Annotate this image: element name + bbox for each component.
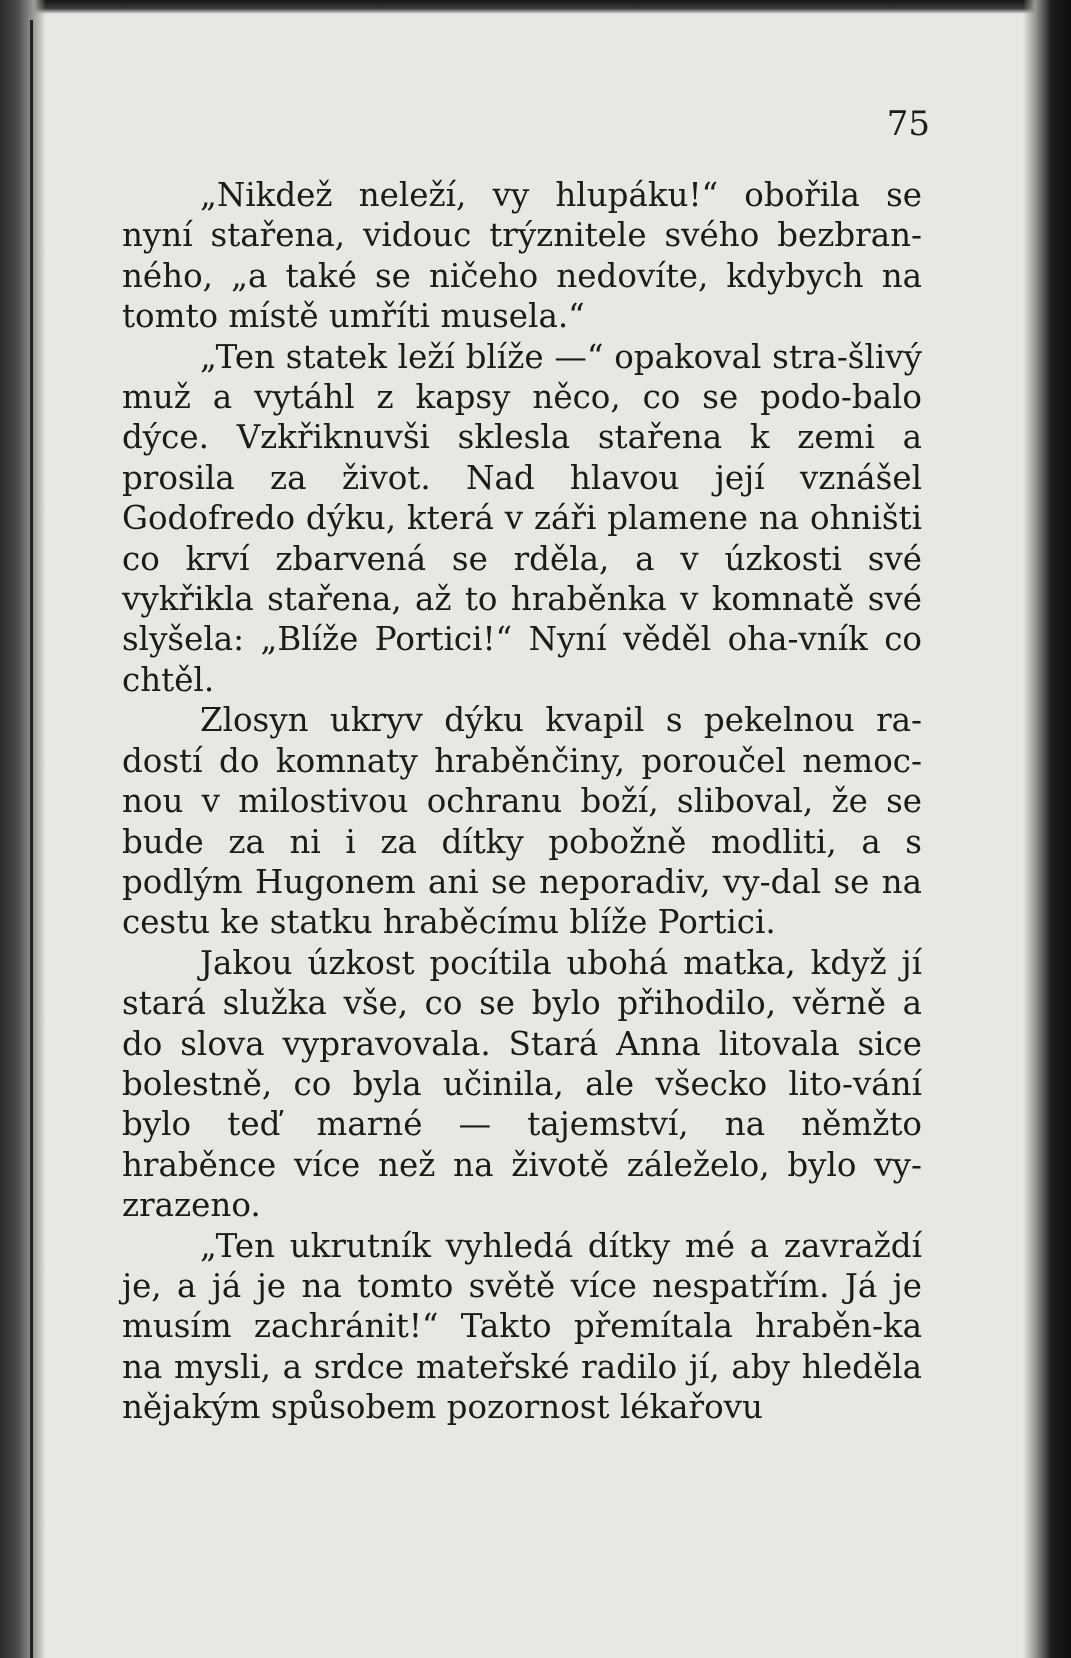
paragraph-3: Zlosyn ukryv dýku kvapil s pekelnou ra-dostí do komnaty hraběnčiny, poroučel nemoc-nou v milostivou ochranu boží, sliboval, že se bude za ni i za dítky pobožně modliti, a s podlým Hugonem ani se neporadiv, vy-dal se na cestu ke statku hraběcímu blíže Portici.: [122, 701, 922, 942]
page-number: 75: [886, 104, 930, 144]
scan-left-edge: [0, 0, 46, 1658]
paragraph-4: Jakou úzkost pocítila ubohá matka, když jí stará služka vše, co se bylo přihodilo, věrně a do slova vypravovala. Stará Anna litovala sice bolestně, co byla učinila, ale všecko lito-vání bylo teď marné — tajemství, na němžto hraběnce více než na životě záleželo, bylo vy-zrazeno.: [122, 943, 922, 1225]
paragraph-5: „Ten ukrutník vyhledá dítky mé a zavraždí je, a já je na tomto světě více nespatřím. Já je musím zachránit!“ Takto přemítala hraběn-ka na mysli, a srdce mateřské radilo jí, aby hleděla nějakým spůsobem pozornost lékařovu: [122, 1226, 922, 1427]
scan-right-edge: [1023, 0, 1071, 1658]
paragraph-2: „Ten statek leží blíže —“ opakoval stra-šlivý muž a vytáhl z kapsy něco, co se podo-balo dýce. Vzkřiknuvši sklesla stařena k zemi a prosila za život. Nad hlavou její vznášel Godofredo dýku, která v záři plamene na ohništi co krví zbarvená se rděla, a v úzkosti své vykřikla stařena, až to hraběnka v komnatě své slyšela: „Blíže Portici!“ Nyní věděl oha-vník co chtěl.: [122, 337, 922, 699]
body-text: [122, 175, 922, 1428]
book-spine-line: [30, 20, 33, 1658]
scan-top-edge: [0, 0, 1071, 14]
paragraph-1: „Nikdež neleží, vy hlupáku!“ obořila se nyní stařena, vidouc trýznitele svého bezbran-ného, „a také se ničeho nedovíte, kdybych na tomto místě umříti musela.“: [122, 176, 922, 336]
